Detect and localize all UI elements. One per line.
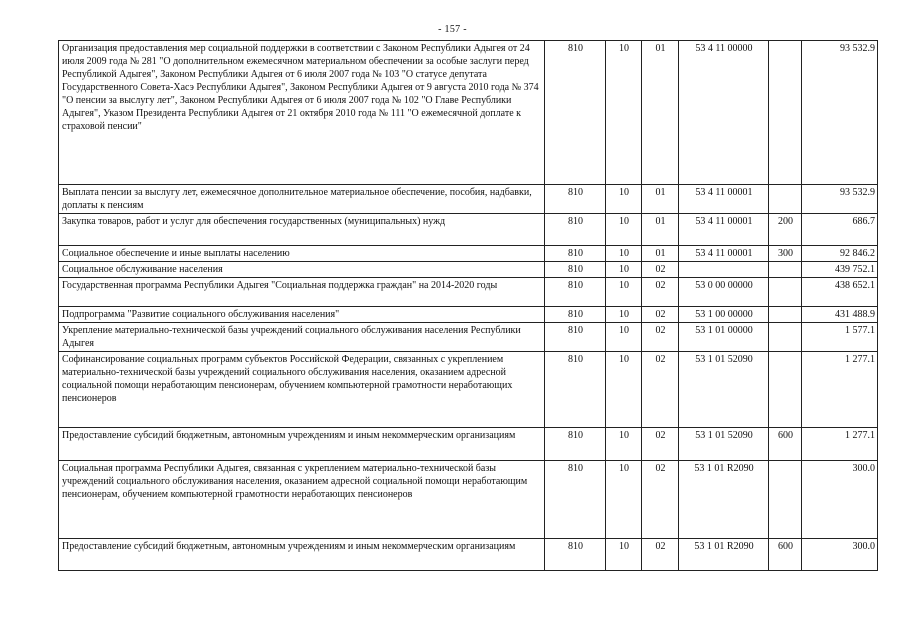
subsection-code-cell: 01 [642,246,679,262]
subsection-code-cell: 02 [642,323,679,352]
subsection-code-cell: 01 [642,185,679,214]
expense-type-cell [769,278,802,307]
table-row [59,214,878,246]
expense-type-cell [769,262,802,278]
ministry-code-cell: 810 [545,539,606,571]
row-name-cell: Софинансирование социальных программ субъектов Российской Федерации, связанных с укреплением материально-технической базы учреждений социального обслуживания населения, оказанием адресной социальной помощи неработающим пенсионерам, обучением компьютерной грамотности неработающих пенсионеров [59,352,545,428]
amount-cell: 300.0 [802,461,878,539]
subsection-code-cell: 02 [642,352,679,428]
ministry-code-cell: 810 [545,352,606,428]
row-name-cell: Укрепление материально-технической базы учреждений социального обслуживания населения Республики Адыгея [59,323,545,352]
target-article-cell: 53 1 01 00000 [679,323,769,352]
ministry-code-cell: 810 [545,307,606,323]
table-row [59,461,878,539]
amount-cell: 300.0 [802,539,878,571]
amount-cell: 1 577.1 [802,323,878,352]
amount-cell: 438 652.1 [802,278,878,307]
row-name-cell: Выплата пенсии за выслугу лет, ежемесячное дополнительное материальное обеспечение, пособия, надбавки, доплаты к пенсиям [59,185,545,214]
amount-cell: 439 752.1 [802,262,878,278]
section-code-cell: 10 [606,539,642,571]
target-article-cell: 53 1 00 00000 [679,307,769,323]
section-code-cell: 10 [606,278,642,307]
row-name-cell: Закупка товаров, работ и услуг для обеспечения государственных (муниципальных) нужд [59,214,545,246]
expense-type-cell: 200 [769,214,802,246]
table-row [59,428,878,461]
expense-type-cell: 600 [769,539,802,571]
target-article-cell: 53 4 11 00001 [679,214,769,246]
target-article-cell: 53 1 01 52090 [679,428,769,461]
table-row [59,323,878,352]
target-article-cell [679,262,769,278]
section-code-cell: 10 [606,185,642,214]
target-article-cell: 53 0 00 00000 [679,278,769,307]
amount-cell: 92 846.2 [802,246,878,262]
section-code-cell: 10 [606,307,642,323]
expense-type-cell [769,461,802,539]
table-row [59,307,878,323]
amount-cell: 93 532.9 [802,41,878,185]
ministry-code-cell: 810 [545,246,606,262]
target-article-cell: 53 1 01 52090 [679,352,769,428]
ministry-code-cell: 810 [545,41,606,185]
row-name-cell: Социальная программа Республики Адыгея, связанная с укреплением материально-технической базы учреждений социального обслуживания населения, оказанием адресной социальной помощи неработающим пенсионерам, обучением компьютерной грамотности неработающих пенсионеров [59,461,545,539]
section-code-cell: 10 [606,214,642,246]
expense-type-cell [769,323,802,352]
subsection-code-cell: 02 [642,539,679,571]
ministry-code-cell: 810 [545,323,606,352]
table-row [59,41,878,185]
section-code-cell: 10 [606,41,642,185]
row-name-cell: Государственная программа Республики Адыгея "Социальная поддержка граждан" на 2014-2020 годы [59,278,545,307]
table-row [59,185,878,214]
table-row [59,262,878,278]
section-code-cell: 10 [606,246,642,262]
section-code-cell: 10 [606,352,642,428]
page-number: - 157 - [438,24,467,35]
subsection-code-cell: 01 [642,214,679,246]
row-name-cell: Социальное обеспечение и иные выплаты населению [59,246,545,262]
ministry-code-cell: 810 [545,461,606,539]
target-article-cell: 53 4 11 00000 [679,41,769,185]
ministry-code-cell: 810 [545,214,606,246]
expense-type-cell [769,307,802,323]
target-article-cell: 53 1 01 R2090 [679,539,769,571]
section-code-cell: 10 [606,428,642,461]
expense-type-cell [769,352,802,428]
target-article-cell: 53 4 11 00001 [679,246,769,262]
table-row [59,539,878,571]
budget-table [58,40,878,571]
subsection-code-cell: 02 [642,307,679,323]
row-name-cell: Предоставление субсидий бюджетным, автономным учреждениям и иным некоммерческим организациям [59,428,545,461]
table-row [59,246,878,262]
expense-type-cell [769,185,802,214]
expense-type-cell: 300 [769,246,802,262]
subsection-code-cell: 01 [642,41,679,185]
ministry-code-cell: 810 [545,262,606,278]
ministry-code-cell: 810 [545,185,606,214]
subsection-code-cell: 02 [642,262,679,278]
expense-type-cell: 600 [769,428,802,461]
ministry-code-cell: 810 [545,278,606,307]
amount-cell: 431 488.9 [802,307,878,323]
amount-cell: 93 532.9 [802,185,878,214]
target-article-cell: 53 4 11 00001 [679,185,769,214]
subsection-code-cell: 02 [642,428,679,461]
row-name-cell: Организация предоставления мер социальной поддержки в соответствии с Законом Республики Адыгея от 24 июля 2009 года № 281 "О дополнительном ежемесячном материальном обеспечении за особые заслуги перед Республикой Адыгея", Законом Республики Адыгея от 6 июля 2007 года № 103 "О статусе депутата Государственного Совета-Хасэ Республики Адыгея", Законом Республики Адыгея от 9 августа 2010 года № 374 "О пенсии за выслугу лет", Законом Республики Адыгея от 6 июля 2007 года № 102 "О Главе Республики Адыгея", Указом Президента Республики Адыгея от 21 октября 2010 года № 111 "О ежемесячной доплате к страховой пенсии" [59,41,545,185]
row-name-cell: Подпрограмма "Развитие социального обслуживания населения" [59,307,545,323]
amount-cell: 1 277.1 [802,352,878,428]
section-code-cell: 10 [606,323,642,352]
expense-type-cell [769,41,802,185]
row-name-cell: Социальное обслуживание населения [59,262,545,278]
target-article-cell: 53 1 01 R2090 [679,461,769,539]
amount-cell: 1 277.1 [802,428,878,461]
table-row [59,352,878,428]
table-row [59,278,878,307]
section-code-cell: 10 [606,262,642,278]
subsection-code-cell: 02 [642,278,679,307]
row-name-cell: Предоставление субсидий бюджетным, автономным учреждениям и иным некоммерческим организациям [59,539,545,571]
section-code-cell: 10 [606,461,642,539]
amount-cell: 686.7 [802,214,878,246]
ministry-code-cell: 810 [545,428,606,461]
subsection-code-cell: 02 [642,461,679,539]
